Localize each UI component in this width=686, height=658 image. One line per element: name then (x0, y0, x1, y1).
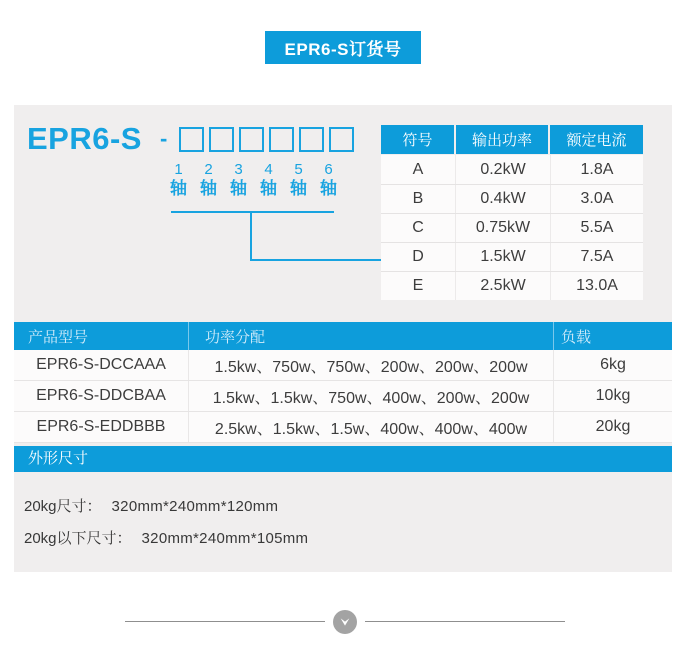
connector-line-to-table (250, 259, 381, 261)
model-code-box (239, 127, 264, 152)
header-load: 负载 (553, 322, 672, 350)
model-code-boxes (179, 127, 354, 152)
table-row: A 0.2kW 1.8A (381, 155, 643, 184)
dimension-line-20kg: 20kg尺寸： 320mm*240mm*120mm (24, 498, 279, 515)
header-rated-current: 额定电流 (550, 125, 643, 154)
model-dash: - (159, 126, 168, 151)
axis-1: 1 轴 (170, 161, 187, 198)
divider-line-left (125, 621, 325, 622)
content-panel (14, 105, 672, 572)
model-code-line (27, 119, 354, 159)
header-product-model: 产品型号 (28, 328, 89, 346)
table-row: EPR6-S-EDDBBB 2.5kw、1.5kw、1.5w、400w、400w、400w 20kg (14, 412, 672, 443)
model-code-box (329, 127, 354, 152)
axis-5: 5 轴 (290, 161, 307, 198)
product-table-header (14, 322, 672, 350)
connector-line-top (171, 211, 334, 213)
axis-2: 2 轴 (200, 161, 217, 198)
table-row: C 0.75kW 5.5A (381, 213, 643, 242)
dimension-line-under-20kg: 20kg以下尺寸： 320mm*240mm*105mm (24, 530, 309, 547)
power-table-header (381, 125, 643, 154)
divider-line-right (365, 621, 565, 622)
section-title-badge: EPR6-S订货号 (265, 31, 421, 64)
scroll-down-button[interactable] (333, 610, 357, 634)
header-symbol: 符号 (381, 125, 454, 154)
model-code-box (299, 127, 324, 152)
model-code-box (209, 127, 234, 152)
model-prefix: EPR6-S (27, 121, 142, 156)
header-output-power: 输出功率 (456, 125, 548, 154)
model-code-box (269, 127, 294, 152)
product-model-table (14, 322, 672, 443)
axis-4: 4 轴 (260, 161, 277, 198)
power-rating-table (381, 125, 643, 300)
header-power-distribution: 功率分配 (188, 322, 553, 350)
chevron-down-icon (337, 614, 353, 630)
scroll-divider (0, 609, 686, 635)
power-table-body (381, 155, 643, 300)
table-row: E 2.5kW 13.0A (381, 271, 643, 300)
table-row: EPR6-S-DDCBAA 1.5kw、1.5kw、750w、400w、200w、200w 10kg (14, 381, 672, 412)
table-row: D 1.5kW 7.5A (381, 242, 643, 271)
axis-6: 6 轴 (320, 161, 337, 198)
axis-3: 3 轴 (230, 161, 247, 198)
model-code-box (179, 127, 204, 152)
axis-labels (166, 162, 341, 198)
table-row: EPR6-S-DCCAAA 1.5kw、750w、750w、200w、200w、200w 6kg (14, 350, 672, 381)
dimensions-section-header: 外形尺寸 (14, 446, 672, 472)
table-row: B 0.4kW 3.0A (381, 184, 643, 213)
connector-line-vertical (250, 211, 252, 261)
product-table-body (14, 350, 672, 443)
